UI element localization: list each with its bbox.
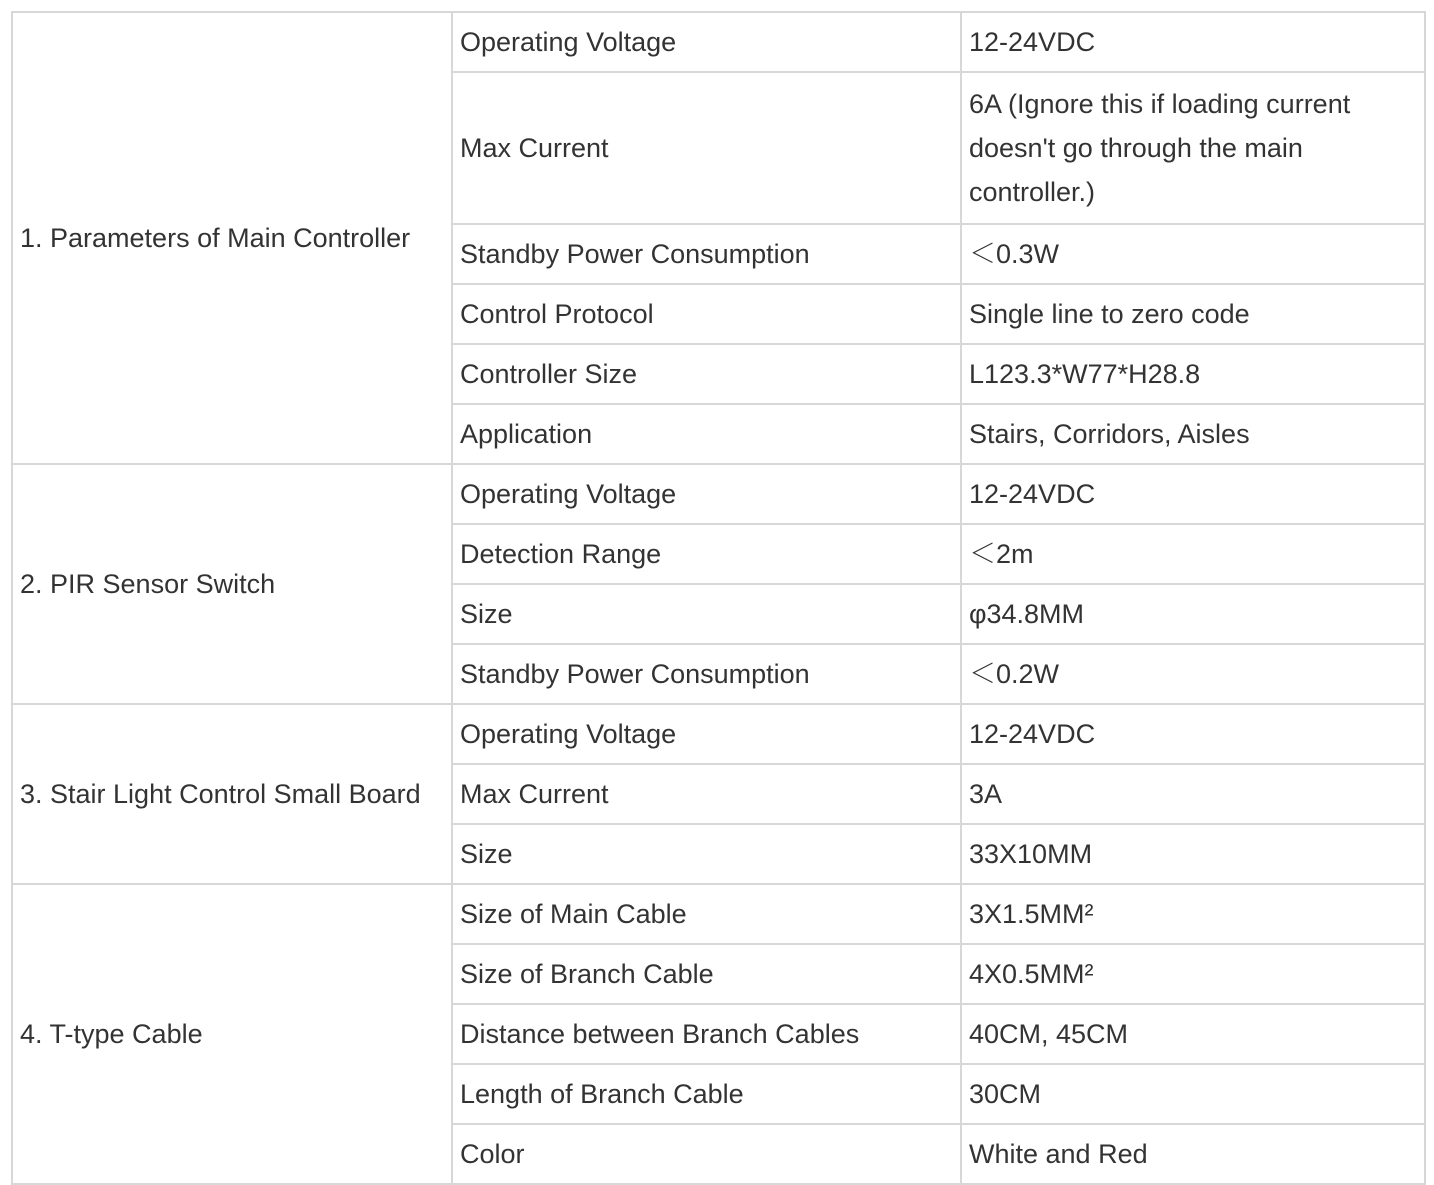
param-cell: Size of Branch Cable — [452, 944, 961, 1004]
specifications-table-body — [12, 12, 1425, 1184]
table-row — [12, 884, 1425, 944]
group-title-pir-sensor-switch: 2. PIR Sensor Switch — [12, 464, 452, 704]
group-title-t-type-cable: 4. T-type Cable — [12, 884, 452, 1184]
specifications-table — [11, 11, 1426, 1185]
param-cell: Operating Voltage — [452, 12, 961, 72]
value-cell: 12-24VDC — [961, 704, 1425, 764]
table-row — [12, 12, 1425, 72]
value-cell: White and Red — [961, 1124, 1425, 1184]
param-cell: Max Current — [452, 764, 961, 824]
param-cell: Size — [452, 584, 961, 644]
group-title-stair-light-control-board: 3. Stair Light Control Small Board — [12, 704, 452, 884]
value-cell: 33X10MM — [961, 824, 1425, 884]
group-title-main-controller: 1. Parameters of Main Controller — [12, 12, 452, 464]
table-row — [12, 464, 1425, 524]
param-cell: Operating Voltage — [452, 704, 961, 764]
value-cell: 4X0.5MM² — [961, 944, 1425, 1004]
value-cell: L123.3*W77*H28.8 — [961, 344, 1425, 404]
param-cell: Detection Range — [452, 524, 961, 584]
value-cell: 3A — [961, 764, 1425, 824]
param-cell: Max Current — [452, 72, 961, 224]
table-row — [12, 704, 1425, 764]
param-cell: Controller Size — [452, 344, 961, 404]
param-cell: Control Protocol — [452, 284, 961, 344]
value-cell: 40CM, 45CM — [961, 1004, 1425, 1064]
param-cell: Color — [452, 1124, 961, 1184]
value-cell: ＜0.2W — [961, 644, 1425, 704]
param-cell: Standby Power Consumption — [452, 644, 961, 704]
param-cell: Operating Voltage — [452, 464, 961, 524]
value-cell: 12-24VDC — [961, 12, 1425, 72]
value-cell: 30CM — [961, 1064, 1425, 1124]
param-cell: Application — [452, 404, 961, 464]
param-cell: Distance between Branch Cables — [452, 1004, 961, 1064]
value-cell: ＜2m — [961, 524, 1425, 584]
param-cell: Standby Power Consumption — [452, 224, 961, 284]
value-cell: 12-24VDC — [961, 464, 1425, 524]
value-cell: Stairs, Corridors, Aisles — [961, 404, 1425, 464]
value-cell: ＜0.3W — [961, 224, 1425, 284]
param-cell: Size — [452, 824, 961, 884]
param-cell: Length of Branch Cable — [452, 1064, 961, 1124]
value-cell: 6A (Ignore this if loading current doesn't go through the main controller.) — [961, 72, 1425, 224]
value-cell: 3X1.5MM² — [961, 884, 1425, 944]
value-cell: φ34.8MM — [961, 584, 1425, 644]
param-cell: Size of Main Cable — [452, 884, 961, 944]
value-cell: Single line to zero code — [961, 284, 1425, 344]
